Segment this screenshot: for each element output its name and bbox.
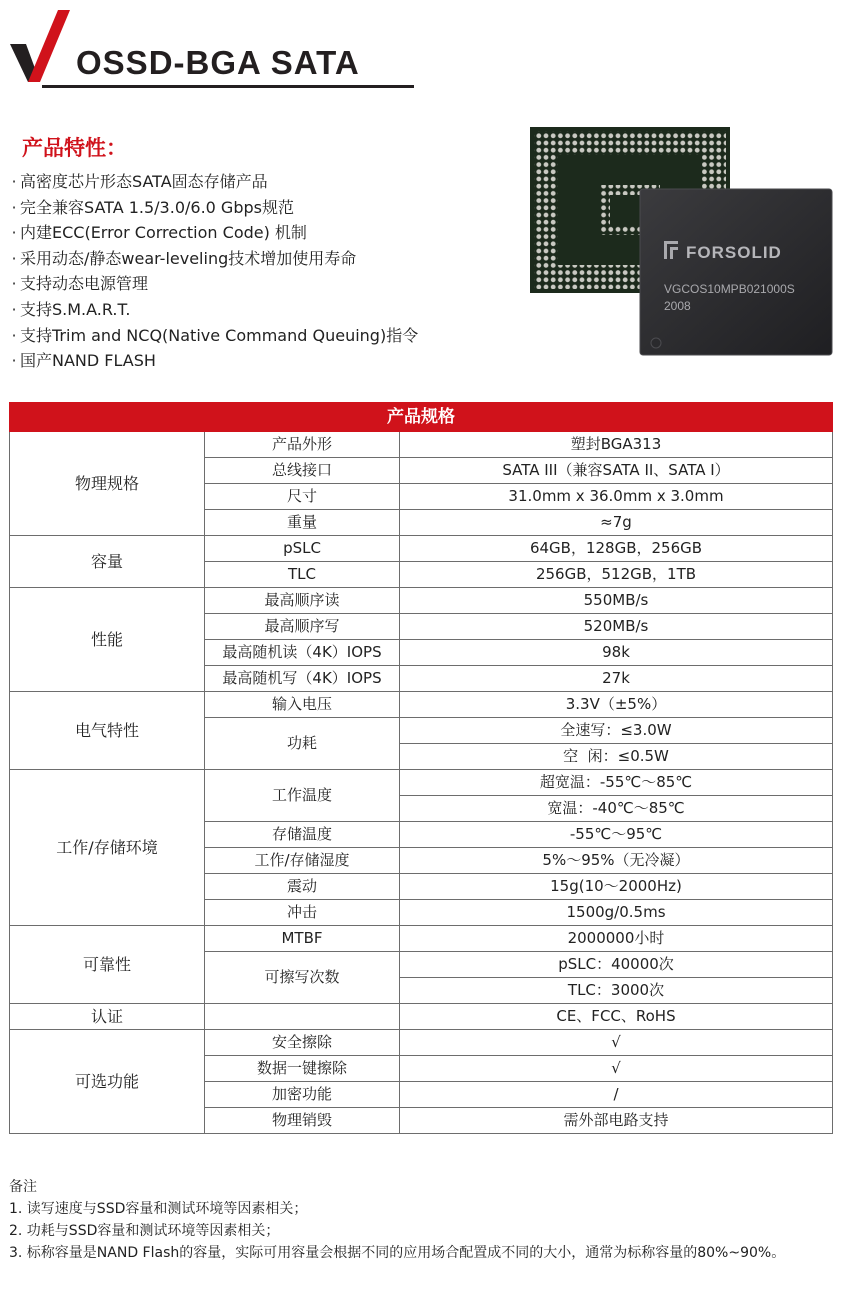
item-cell: 工作温度 — [205, 770, 400, 822]
header — [0, 0, 843, 100]
table-row — [10, 1004, 833, 1030]
item-cell: 物理销毁 — [205, 1108, 400, 1134]
item-cell: 安全擦除 — [205, 1030, 400, 1056]
category-cell: 可选功能 — [10, 1030, 205, 1134]
table-row — [10, 536, 833, 562]
item-cell: 总线接口 — [205, 458, 400, 484]
item-cell: 最高随机写（4K）IOPS — [205, 666, 400, 692]
item-cell: 重量 — [205, 510, 400, 536]
item-cell: 数据一键擦除 — [205, 1056, 400, 1082]
product-chip-image — [528, 125, 833, 358]
value-cell: 1500g/0.5ms — [400, 900, 833, 926]
note-item: 3. 标称容量是NAND Flash的容量，实际可用容量会根据不同的应用场合配置成不同的大小，通常为标称容量的80%~90%。 — [9, 1245, 786, 1261]
item-cell: 最高顺序读 — [205, 588, 400, 614]
feature-item: · 高密度芯片形态SATA固态存储产品 — [11, 172, 268, 191]
item-cell: 可擦写次数 — [205, 952, 400, 1004]
category-cell: 电气特性 — [10, 692, 205, 770]
value-cell: pSLC：40000次 — [400, 952, 833, 978]
item-cell: TLC — [205, 562, 400, 588]
table-row — [10, 432, 833, 458]
feature-item: · 支持动态电源管理 — [11, 274, 149, 294]
value-cell: 2000000小时 — [400, 926, 833, 952]
features-list — [8, 169, 418, 374]
brand-logo-icon — [8, 6, 78, 86]
value-cell: 5%～95%（无冷凝） — [400, 848, 833, 874]
chip-date-code: 2008 — [664, 299, 691, 313]
value-cell: / — [400, 1082, 833, 1108]
item-cell — [205, 1004, 400, 1030]
value-cell: 256GB，512GB，1TB — [400, 562, 833, 588]
feature-item: · 内建ECC(Error Correction Code) 机制 — [11, 223, 307, 243]
value-cell: 宽温：-40℃～85℃ — [400, 796, 833, 822]
value-cell: 31.0mm x 36.0mm x 3.0mm — [400, 484, 833, 510]
item-cell: 输入电压 — [205, 692, 400, 718]
value-cell: -55℃～95℃ — [400, 822, 833, 848]
table-row — [10, 1030, 833, 1056]
value-cell: 塑封BGA313 — [400, 432, 833, 458]
value-cell: TLC：3000次 — [400, 978, 833, 1004]
value-cell: 需外部电路支持 — [400, 1108, 833, 1134]
chip-model: VGCOS10MPB021000S — [664, 282, 795, 296]
value-cell: ≈7g — [400, 510, 833, 536]
spec-table — [9, 402, 833, 1134]
item-cell: 震动 — [205, 874, 400, 900]
item-cell: pSLC — [205, 536, 400, 562]
item-cell: 产品外形 — [205, 432, 400, 458]
product-title: OSSD-BGA SATA — [76, 44, 360, 81]
item-cell: 工作/存储湿度 — [205, 848, 400, 874]
value-cell: 全速写：≤3.0W — [400, 718, 833, 744]
item-cell: MTBF — [205, 926, 400, 952]
value-cell: 550MB/s — [400, 588, 833, 614]
item-cell: 加密功能 — [205, 1082, 400, 1108]
value-cell: √ — [400, 1056, 833, 1082]
feature-item: · 支持Trim and NCQ(Native Command Queuing)指令 — [11, 325, 419, 345]
value-cell: 64GB，128GB，256GB — [400, 536, 833, 562]
category-cell: 可靠性 — [10, 926, 205, 1004]
category-cell: 容量 — [10, 536, 205, 588]
value-cell: √ — [400, 1030, 833, 1056]
category-cell: 性能 — [10, 588, 205, 692]
value-cell: 3.3V（±5%） — [400, 692, 833, 718]
value-cell: 超宽温：-55℃～85℃ — [400, 770, 833, 796]
item-cell: 最高随机读（4K）IOPS — [205, 640, 400, 666]
item-cell: 功耗 — [205, 718, 400, 770]
feature-item: · 采用动态/静态wear-leveling技术增加使用寿命 — [11, 248, 357, 268]
table-row — [10, 926, 833, 952]
feature-item: · 支持S.M.A.R.T. — [11, 299, 131, 319]
value-cell: 27k — [400, 666, 833, 692]
note-item: 1. 读写速度与SSD容量和测试环境等因素相关； — [9, 1201, 308, 1217]
item-cell: 最高顺序写 — [205, 614, 400, 640]
table-row — [10, 692, 833, 718]
value-cell: 520MB/s — [400, 614, 833, 640]
feature-item: · 国产NAND FLASH — [11, 351, 156, 371]
value-cell: 空 闲：≤0.5W — [400, 744, 833, 770]
features-heading: 产品特性： — [22, 136, 127, 160]
notes-heading: 备注 — [9, 1179, 37, 1195]
spec-table-title: 产品规格 — [10, 403, 833, 432]
value-cell: 98k — [400, 640, 833, 666]
feature-item: · 完全兼容SATA 1.5/3.0/6.0 Gbps规范 — [11, 197, 294, 217]
category-cell: 认证 — [10, 1004, 205, 1030]
value-cell: 15g(10～2000Hz) — [400, 874, 833, 900]
value-cell: SATA III（兼容SATA II、SATA I） — [400, 458, 833, 484]
chip-brand: FORSOLID — [686, 243, 782, 262]
category-cell: 物理规格 — [10, 432, 205, 536]
item-cell: 尺寸 — [205, 484, 400, 510]
category-cell: 工作/存储环境 — [10, 770, 205, 926]
note-item: 2. 功耗与SSD容量和测试环境等因素相关； — [9, 1223, 280, 1239]
item-cell: 存储温度 — [205, 822, 400, 848]
notes — [9, 1176, 835, 1264]
table-row — [10, 770, 833, 796]
table-row — [10, 588, 833, 614]
value-cell: CE、FCC、RoHS — [400, 1004, 833, 1030]
title-underline — [42, 85, 414, 88]
item-cell: 冲击 — [205, 900, 400, 926]
